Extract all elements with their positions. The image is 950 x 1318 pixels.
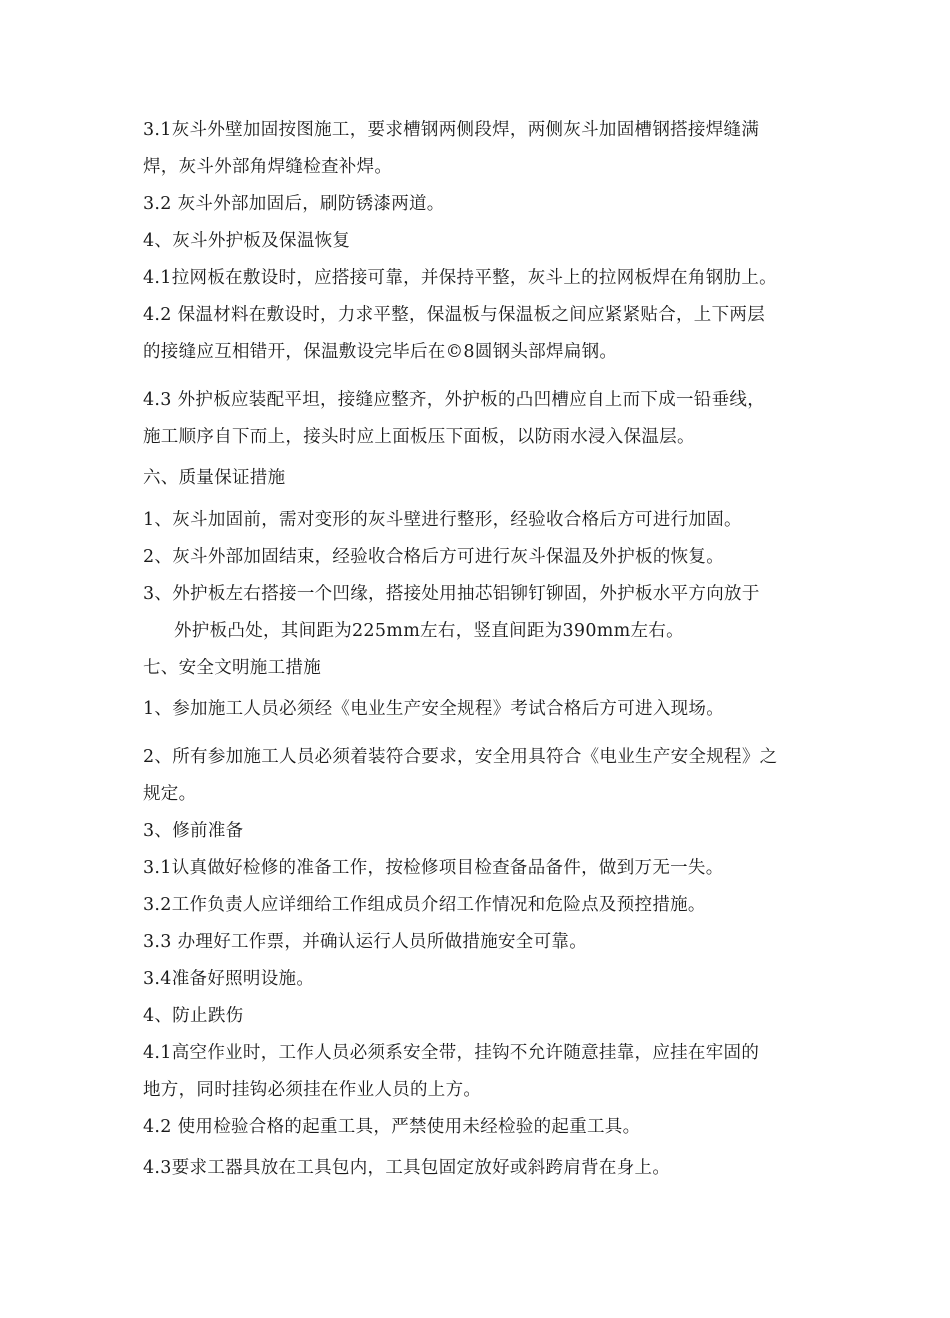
text-line: 焊，灰斗外部角焊缝检查补焊。 xyxy=(143,157,393,177)
text-line: 3.3 办理好工作票，并确认运行人员所做措施安全可靠。 xyxy=(143,932,587,952)
text-line: 4.1高空作业时，工作人员必须系安全带，挂钩不允许随意挂靠，应挂在牢固的 xyxy=(143,1043,760,1063)
text-line: 规定。 xyxy=(143,784,197,804)
text-line: 3、外护板左右搭接一个凹缘，搭接处用抽芯铝铆钉铆固，外护板水平方向放于 xyxy=(143,584,760,604)
text-line: 3.2工作负责人应详细给工作组成员介绍工作情况和危险点及预控措施。 xyxy=(143,895,706,915)
section-heading: 七、安全文明施工措施 xyxy=(143,658,321,678)
text-line: 4.3 外护板应装配平坦，接缝应整齐，外护板的凸凹槽应自上而下成一铅垂线， xyxy=(143,390,765,410)
text-line: 3.4准备好照明设施。 xyxy=(143,969,315,989)
text-line: 3.1认真做好检修的准备工作，按检修项目检查备品备件，做到万无一失。 xyxy=(143,858,724,878)
text-line: 1、参加施工人员必须经《电业生产安全规程》考试合格后方可进入现场。 xyxy=(143,699,725,719)
text-line: 地方，同时挂钩必须挂在作业人员的上方。 xyxy=(143,1080,482,1100)
text-line: 2、所有参加施工人员必须着装符合要求，安全用具符合《电业生产安全规程》之 xyxy=(143,747,778,767)
text-line: 4.2 使用检验合格的起重工具，严禁使用未经检验的起重工具。 xyxy=(143,1117,641,1137)
text-line: 3.1灰斗外壁加固按图施工，要求槽钢两侧段焊，两侧灰斗加固槽钢搭接焊缝满 xyxy=(143,120,760,140)
text-line: 1、灰斗加固前，需对变形的灰斗壁进行整形，经验收合格后方可进行加固。 xyxy=(143,510,742,530)
text-line: 外护板凸处，其间距为225mm左右，竖直间距为390mm左右。 xyxy=(174,621,684,641)
section-heading: 4、灰斗外护板及保温恢复 xyxy=(143,231,351,251)
text-line: 4.1拉网板在敷设时，应搭接可靠，并保持平整，灰斗上的拉网板焊在角钢肋上。 xyxy=(143,268,777,288)
section-heading: 六、质量保证措施 xyxy=(143,468,286,488)
text-line: 的接缝应互相错开，保温敷设完毕后在©8圆钢头部焊扁钢。 xyxy=(143,342,618,362)
text-line: 3.2 灰斗外部加固后，刷防锈漆两道。 xyxy=(143,194,445,214)
text-line: 施工顺序自下而上，接头时应上面板压下面板，以防雨水浸入保温层。 xyxy=(143,427,695,447)
text-line: 4.2 保温材料在敷设时，力求平整，保温板与保温板之间应紧紧贴合，上下两层 xyxy=(143,305,765,325)
text-line: 2、灰斗外部加固结束，经验收合格后方可进行灰斗保温及外护板的恢复。 xyxy=(143,547,725,567)
text-line: 4.3要求工器具放在工具包内，工具包固定放好或斜跨肩背在身上。 xyxy=(143,1158,671,1178)
section-heading: 4、防止跌伤 xyxy=(143,1006,244,1026)
section-heading: 3、修前准备 xyxy=(143,821,244,841)
